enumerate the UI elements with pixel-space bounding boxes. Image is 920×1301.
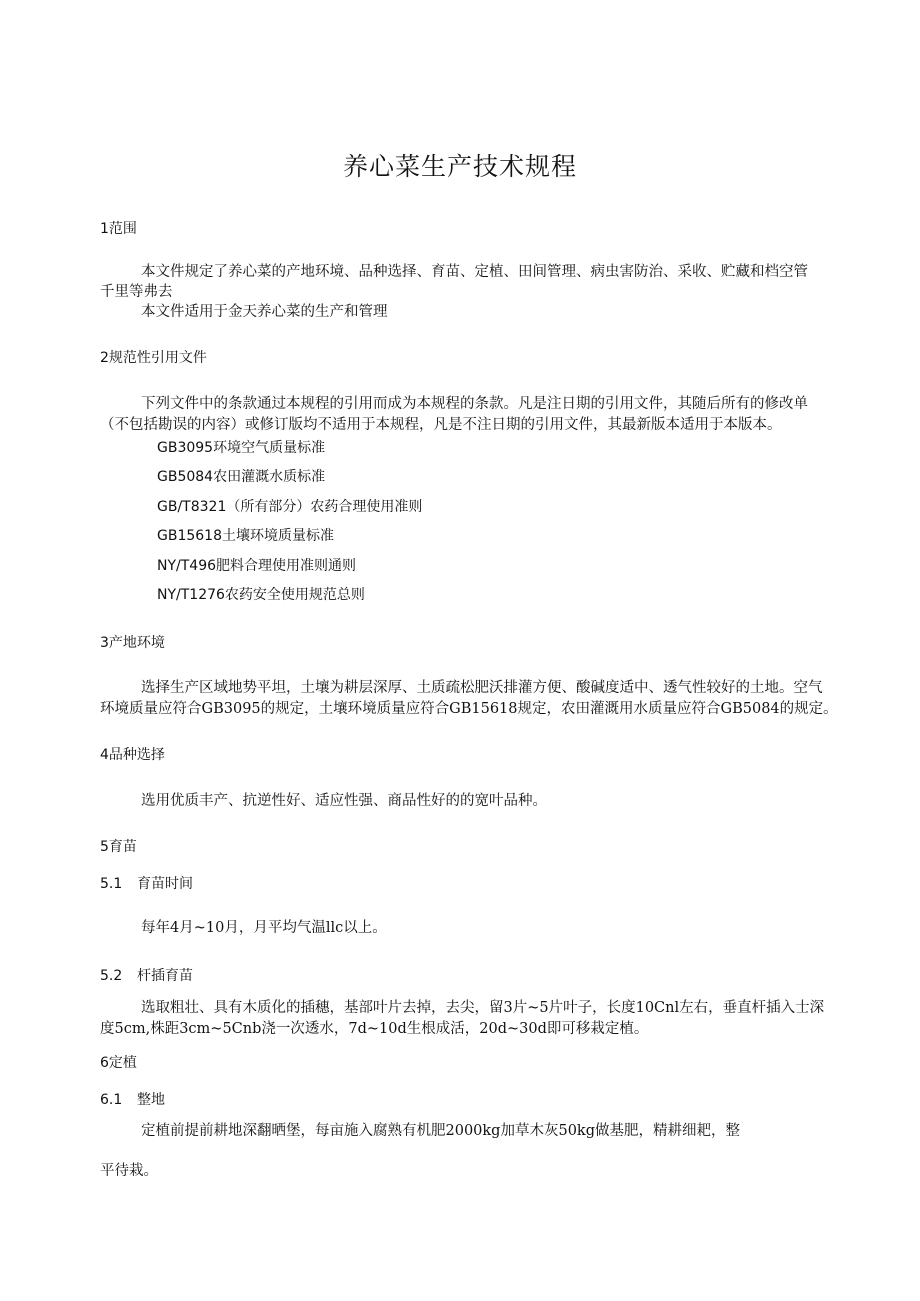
section-1-paragraph-1-line-1: 本文件规定了养心菜的产地环境、品种选择、育苗、定植、田间管理、病虫害防治、采收、贮藏和档空管 bbox=[141, 264, 808, 280]
section-3-line-2: 环境质量应符合GB3095的规定，土壤环境质量应符合GB15618规定，农田灌溉用水质量应符合GB5084的规定。 bbox=[100, 701, 838, 717]
subsection-5-1-number: 5.1 bbox=[100, 876, 123, 892]
section-6-heading: 6定植 bbox=[100, 1055, 137, 1071]
section-2-paragraph-line-1: 下列文件中的条款通过本规程的引用而成为本规程的条款。凡是注日期的引用文件，其随后所有的修改单 bbox=[141, 396, 808, 412]
section-1-paragraph-2: 本文件适用于金天养心菜的生产和管理 bbox=[141, 304, 388, 320]
section-4-heading: 4品种选择 bbox=[100, 747, 165, 763]
document-title: 养心菜生产技术规程 bbox=[342, 152, 577, 181]
reference-item: NY/T496肥料合理使用准则通则 bbox=[157, 558, 357, 574]
reference-item: GB5084农田灌溉水质标准 bbox=[157, 469, 326, 485]
subsection-6-1-number: 6.1 bbox=[100, 1092, 123, 1108]
subsection-5-1-text: 每年4月~10月，月平均气温llc以上。 bbox=[141, 920, 387, 936]
subsection-5-2-number: 5.2 bbox=[100, 968, 123, 984]
reference-item: NY/T1276农药安全使用规范总则 bbox=[157, 587, 365, 603]
section-1-paragraph-1-line-2: 千里等弗去 bbox=[100, 284, 173, 300]
subsection-5-2-line-1: 选取粗壮、具有木质化的插穗，基部叶片去掉，去尖，留3片~5片叶子，长度10Cnl左右，垂直杆插入士深 bbox=[141, 1000, 825, 1016]
section-4-line-1: 选用优质丰产、抗逆性好、适应性强、商品性好的的宽叶品种。 bbox=[141, 793, 547, 809]
section-2-heading: 2规范性引用文件 bbox=[100, 350, 207, 366]
section-1-heading: 1范围 bbox=[100, 221, 137, 237]
subsection-5-1-title: 育苗时间 bbox=[137, 876, 193, 892]
subsection-6-1-line-1: 定植前提前耕地深翻晒堡，每亩施入腐熟有机肥2000kg加草木灰50kg做基肥，精耕细耙，整 bbox=[141, 1123, 740, 1139]
section-2-paragraph-line-2: （不包括勘误的内容）或修订版均不适用于本规程，凡是不注日期的引用文件，其最新版本适用于本版本。 bbox=[100, 417, 782, 433]
subsection-5-2-title: 杆插育苗 bbox=[137, 968, 193, 984]
reference-item: GB15618土壤环境质量标准 bbox=[157, 528, 334, 544]
reference-item: GB3095环境空气质量标准 bbox=[157, 440, 326, 456]
subsection-5-2-line-2: 度5cm,株距3cm~5Cnb浇一次透水，7d~10d生根成活，20d~30d即可移栽定植。 bbox=[100, 1021, 649, 1037]
subsection-6-1-line-2: 平待栽。 bbox=[100, 1163, 158, 1179]
section-3-line-1: 选择生产区域地势平坦，土壤为耕层深厚、土质疏松肥沃排灌方便、酸碱度适中、透气性较好的土地。空气 bbox=[141, 680, 823, 696]
subsection-6-1-title: 整地 bbox=[137, 1092, 165, 1108]
section-3-heading: 3产地环境 bbox=[100, 635, 165, 651]
section-5-heading: 5育苗 bbox=[100, 839, 137, 855]
reference-item: GB/T8321（所有部分）农药合理使用准则 bbox=[157, 499, 423, 515]
